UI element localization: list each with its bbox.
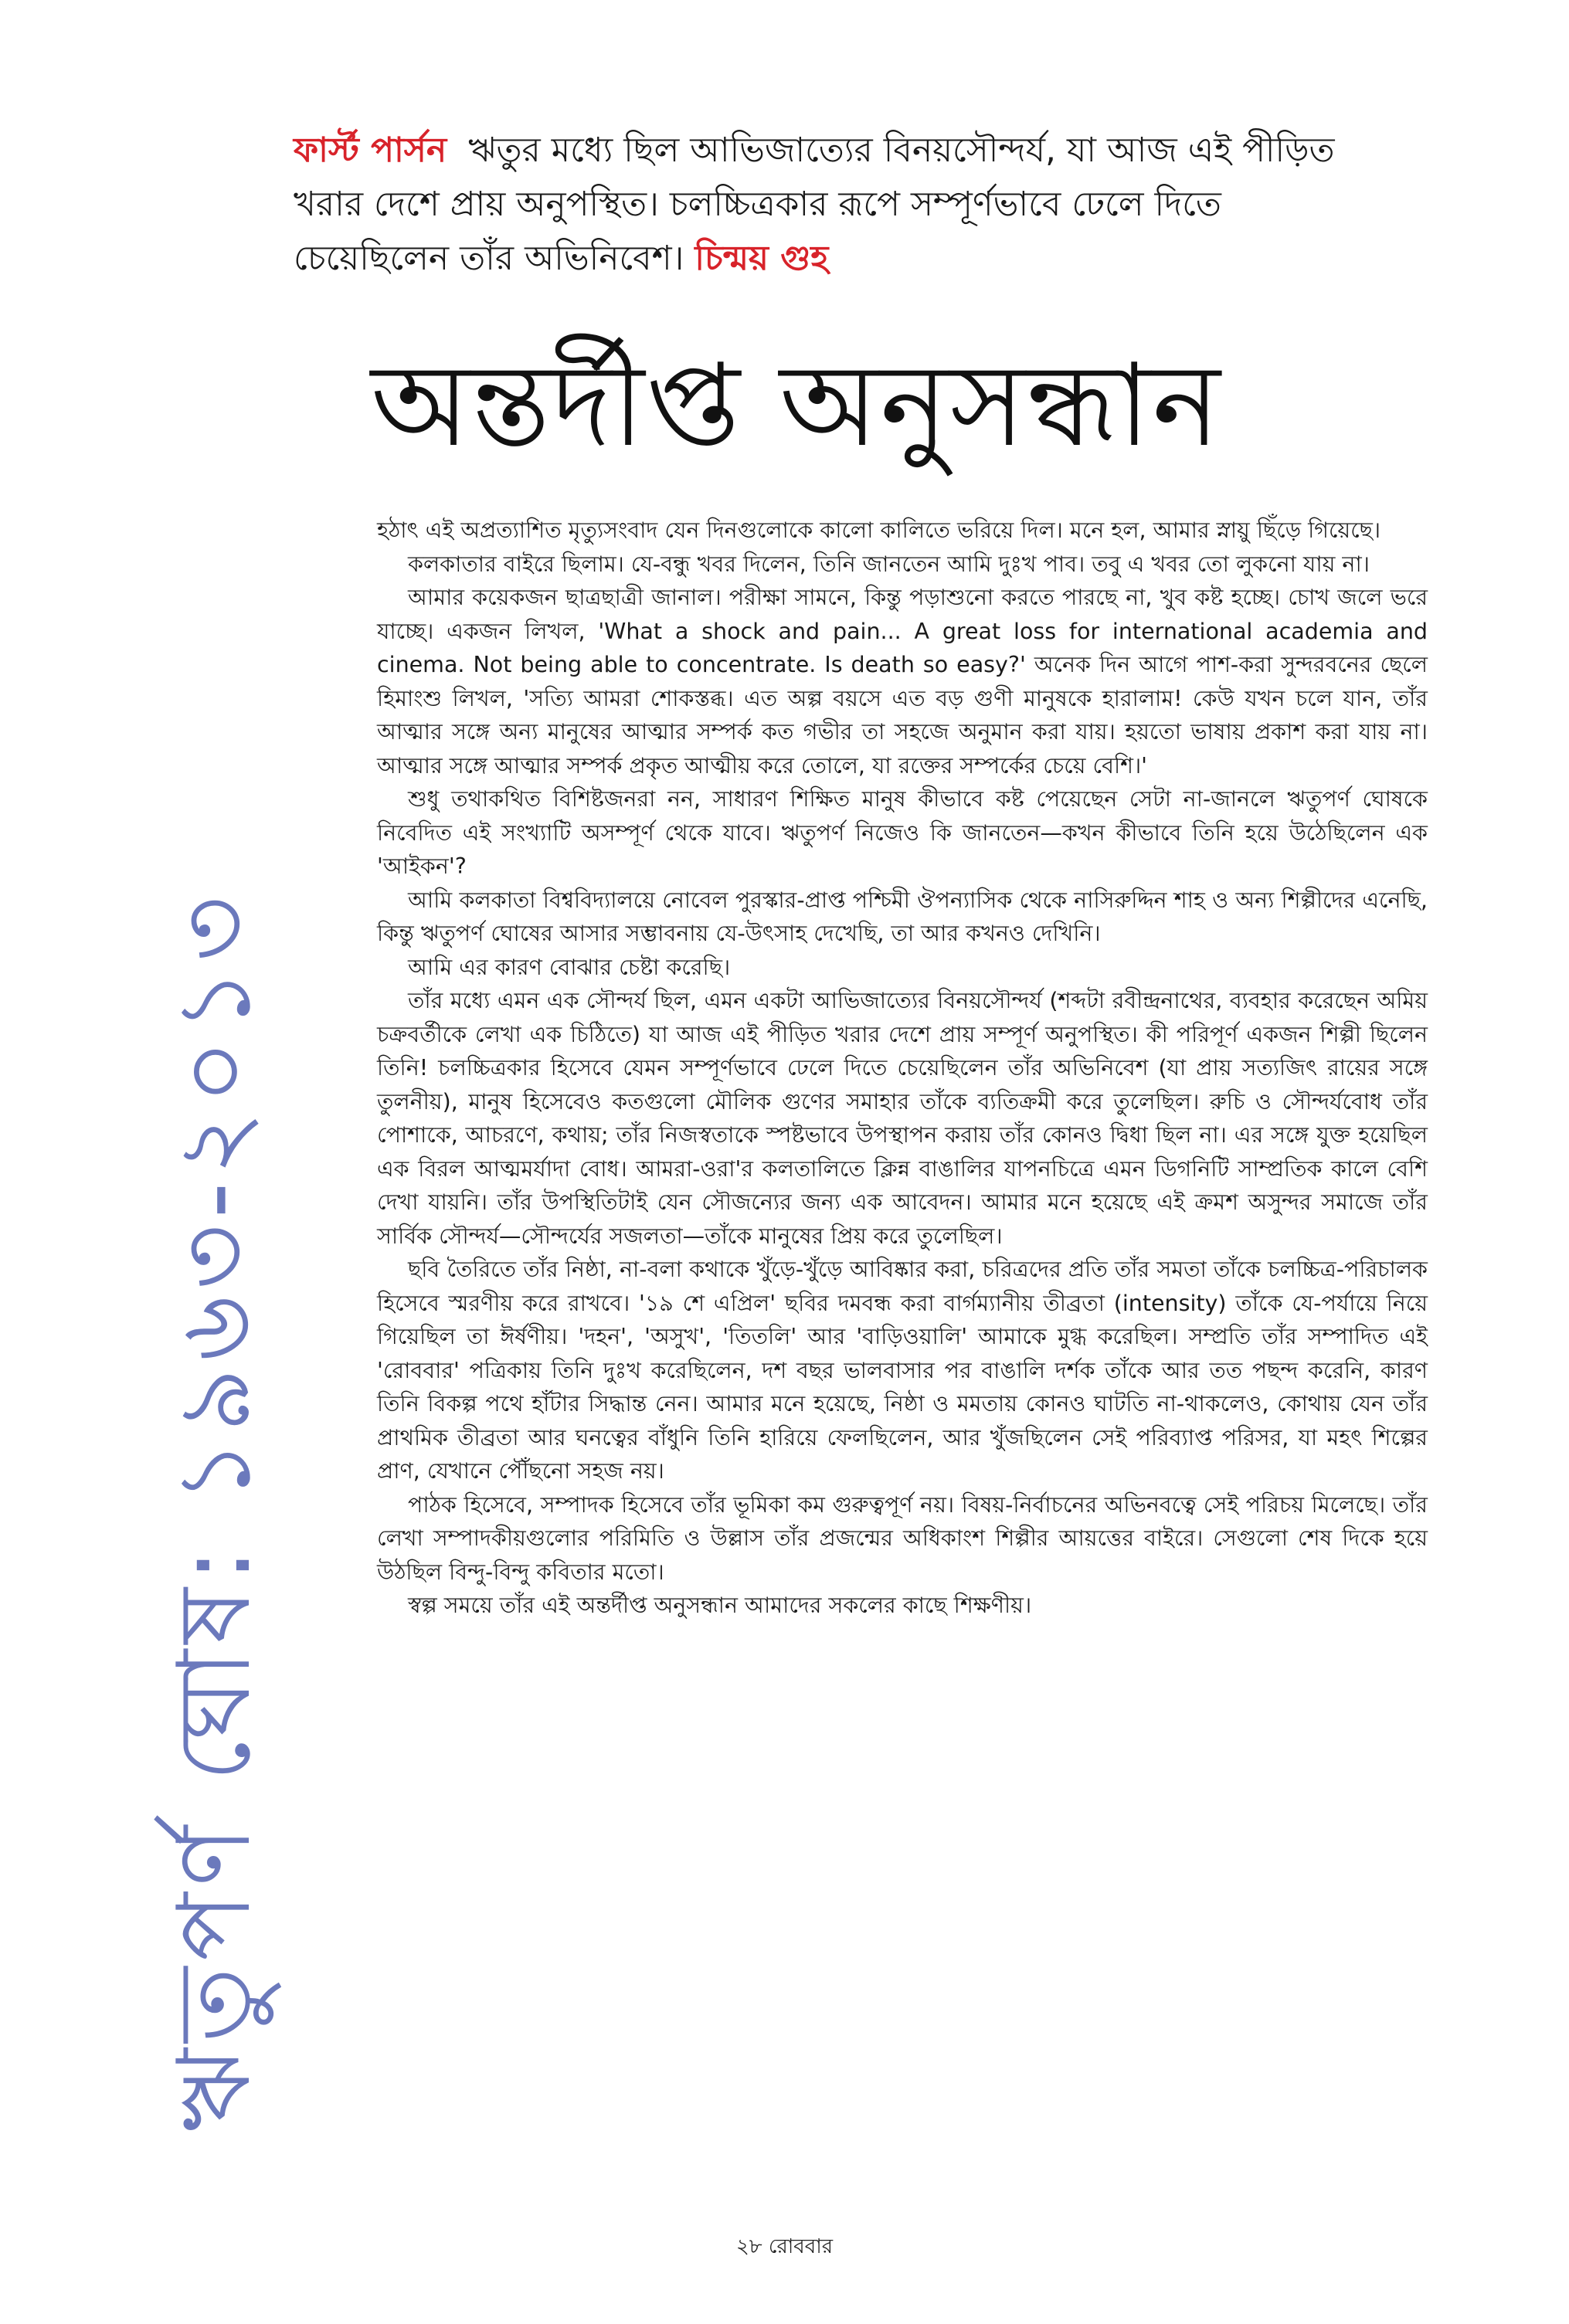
paragraph: হঠাৎ এই অপ্রত্যাশিত মৃত্যুসংবাদ যেন দিনগুলোকে কালো কালিতে ভরিয়ে দিল। মনে হল, আমার স্নায়ু ছিঁড়ে গিয়েছে।	[377, 517, 1381, 543]
section-label: ফার্স্ট পার্সন	[294, 131, 447, 170]
paragraph: স্বল্প সময়ে তাঁর এই অন্তর্দীপ্ত অনুসন্ধান আমাদের সকলের কাছে শিক্ষণীয়।	[408, 1593, 1032, 1618]
intro-blurb	[294, 124, 1375, 286]
paragraph: ছবি তৈরিতে তাঁর নিষ্ঠা, না-বলা কথাকে খুঁড়ে-খুঁড়ে আবিষ্কার করা, চরিত্রদের প্রতি তাঁর সমতা তাঁকে চলচ্চিত্র-পরিচালক হিসেবে স্মরণীয় করে রাখবে। '১৯ শে এপ্রিল' ছবির দমবন্ধ করা বার্গম্যানীয় তীব্রতা (intensity) তাঁকে যে-পর্যায়ে নিয়ে গিয়েছিল তা ঈর্ষণীয়। 'দহন', 'অসুখ', 'তিতলি' আর 'বাড়িওয়ালি' আমাকে মুগ্ধ করেছিল। সম্প্রতি তাঁর সম্পাদিত এই 'রোববার' পত্রিকায় তিনি দুঃখ করেছিলেন, দশ বছর ভালবাসার পর বাঙালি দর্শক তাঁকে আর তত পছন্দ করেনি, কারণ তিনি বিকল্প পথে হাঁটার সিদ্ধান্ত নেন। আমার মনে হয়েছে, নিষ্ঠা ও মমতায় কোনও ঘাটতি না-থাকলেও, কোথায় যেন তাঁর প্রাথমিক তীব্রতা আর ঘনত্বের বাঁধুনি তিনি হারিয়ে ফেলছিলেন, আর খুঁজছিলেন সেই পরিব্যাপ্ত পরিসর, যা মহৎ শিল্পের প্রাণ, যেখানে পৌঁছনো সহজ নয়।	[377, 1257, 1428, 1484]
intro-text: ঋতুর মধ্যে ছিল আভিজাত্যের বিনয়সৌন্দর্য, যা আজ এই পীড়িত খরার দেশে প্রায় অনুপস্থিত। চলচ্চিত্রকার রূপে সম্পূর্ণভাবে ঢেলে দিতে চেয়েছিলেন তাঁর অভিনিবেশ।	[294, 131, 1335, 278]
paragraph: পাঠক হিসেবে, সম্পাদক হিসেবে তাঁর ভূমিকা কম গুরুত্বপূর্ণ নয়। বিষয়-নির্বাচনের অভিনবত্বে সেই পরিচয় মিলেছে। তাঁর লেখা সম্পাদকীয়গুলোর পরিমিতি ও উল্লাস তাঁর প্রজন্মের অধিকাংশ শিল্পীর আয়ত্তের বাইরে। সেগুলো শেষ দিকে হয়ে উঠছিল বিন্দু-বিন্দু কবিতার মতো।	[377, 1491, 1428, 1585]
paragraph: আমি এর কারণ বোঝার চেষ্টা করেছি।	[408, 954, 731, 980]
paragraph: আমার কয়েকজন ছাত্রছাত্রী জানাল। পরীক্ষা সামনে, কিন্তু পড়াশুনো করতে পারছে না, খুব কষ্ট হচ্ছে। চোখ জলে ভরে যাচ্ছে। একজন লিখল, 'What a shock and pain... A great loss for international academia and cinema. Not being able to concentrate. Is death so easy?' অনেক দিন আগে পাশ-করা সুন্দরবনের ছেলে হিমাংশু লিখল, 'সত্যি আমরা শোকস্তব্ধ। এত অল্প বয়সে এত বড় গুণী মানুষকে হারালাম! কেউ যখন চলে যান, তাঁর আত্মার সঙ্গে অন্য মানুষের আত্মার সম্পর্ক কত গভীর তা সহজে অনুমান করা যায়। হয়তো ভাষায় প্রকাশ করা যায় না। আত্মার সঙ্গে আত্মার সম্পর্ক প্রকৃত আত্মীয় করে তোলে, যা রক্তের সম্পর্কের চেয়ে বেশি।'	[377, 585, 1428, 779]
author-name: চিন্ময় গুহ	[695, 239, 829, 278]
publication-name: রোববার	[768, 2235, 834, 2258]
page-footer	[0, 2231, 1569, 2265]
paragraph: কলকাতার বাইরে ছিলাম। যে-বন্ধু খবর দিলেন, তিনি জানতেন আমি দুঃখ পাব। তবু এ খবর তো লুকনো যায় না।	[408, 551, 1370, 577]
article-body	[377, 514, 1428, 1623]
page-number: ২৮	[735, 2235, 762, 2258]
paragraph: আমি কলকাতা বিশ্ববিদ্যালয়ে নোবেল পুরস্কার-প্রাপ্ত পশ্চিমী ঔপন্যাসিক থেকে নাসিরুদ্দিন শাহ ও অন্য শিল্পীদের এনেছি, কিন্তু ঋতুপর্ণ ঘোষের আসার সম্ভাবনায় যে-উৎসাহ দেখেছি, তা আর কখনও দেখিনি।	[377, 887, 1428, 946]
handwritten-side-caption: ঋতুপর্ণ ঘোষ: ১৯৬৩-২০১৩	[155, 890, 273, 2132]
article-headline: অন্তর্দীপ্ত অনুসন্ধান	[371, 339, 1222, 472]
paragraph: তাঁর মধ্যে এমন এক সৌন্দর্য ছিল, এমন একটা আভিজাত্যের বিনয়সৌন্দর্য (শব্দটা রবীন্দ্রনাথের, ব্যবহার করেছেন অমিয় চক্রবর্তীকে লেখা এক চিঠিতে) যা আজ এই পীড়িত খরার দেশে প্রায় সম্পূর্ণ অনুপস্থিত। কী পরিপূর্ণ একজন শিল্পী ছিলেন তিনি! চলচ্চিত্রকার হিসেবে যেমন সম্পূর্ণভাবে ঢেলে দিতে চেয়েছিলেন তাঁর অভিনিবেশ (যা প্রায় সত্যজিৎ রায়ের সঙ্গে তুলনীয়), মানুষ হিসেবেও কতগুলো মৌলিক গুণের সমাহার তাঁকে ব্যতিক্রমী করে তুলেছিল। রুচি ও সৌন্দর্যবোধ তাঁর পোশাকে, আচরণে, কথায়; তাঁর নিজস্বতাকে স্পষ্টভাবে উপস্থাপন করায় তাঁর কোনও দ্বিধা ছিল না। এর সঙ্গে যুক্ত হয়েছিল এক বিরল আত্মমর্যাদা বোধ। আমরা-ওরা'র কলতালিতে ক্লিন্ন বাঙালির যাপনচিত্রে এমন ডিগনিটি সাম্প্রতিক কালে বেশি দেখা যায়নি। তাঁর উপস্থিতিটাই যেন সৌজন্যের জন্য এক আবেদন। আমার মনে হয়েছে এই ক্রমশ অসুন্দর সমাজে তাঁর সার্বিক সৌন্দর্য—সৌন্দর্যের সজলতা—তাঁকে মানুষের প্রিয় করে তুলেছিল।	[377, 988, 1428, 1249]
paragraph: শুধু তথাকথিত বিশিষ্টজনরা নন, সাধারণ শিক্ষিত মানুষ কীভাবে কষ্ট পেয়েছেন সেটা না-জানলে ঋতুপর্ণ ঘোষকে নিবেদিত এই সংখ্যাটি অসম্পূর্ণ থেকে যাবে। ঋতুপর্ণ নিজেও কি জানতেন—কখন কীভাবে তিনি হয়ে উঠেছিলেন এক 'আইকন'?	[377, 786, 1428, 879]
